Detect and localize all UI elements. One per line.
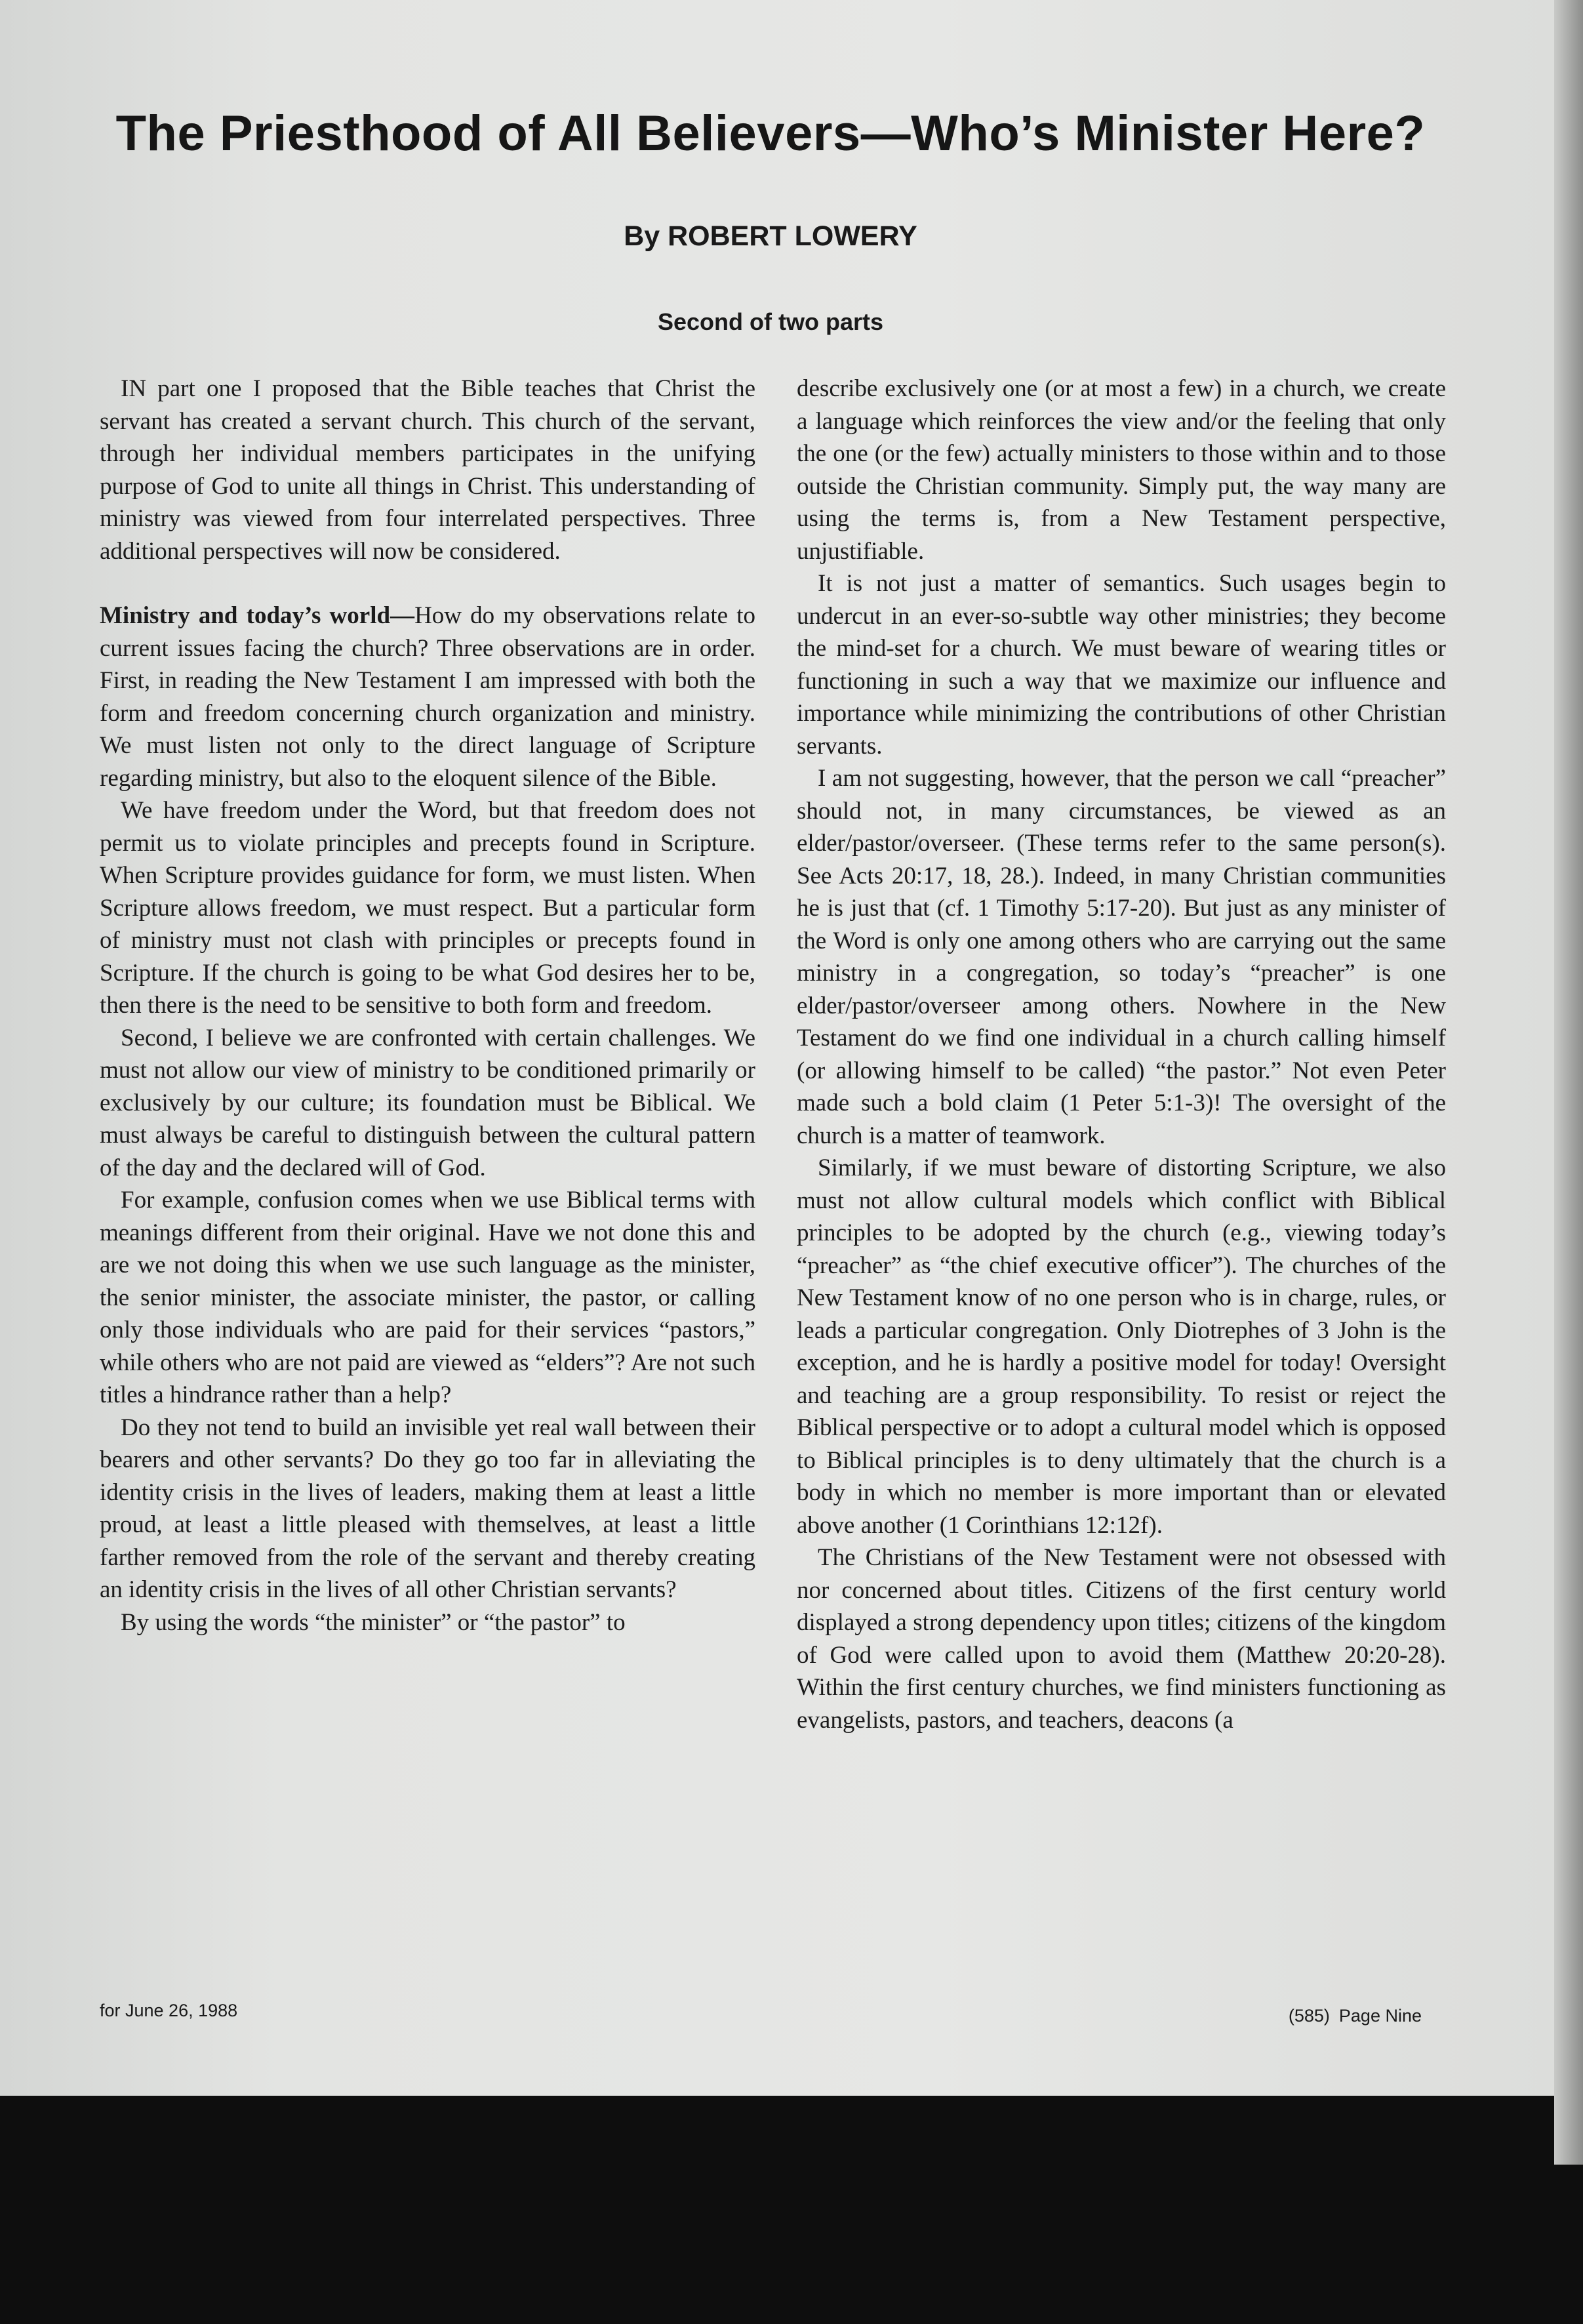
section-heading: Ministry and today’s world— xyxy=(100,602,415,629)
right-column xyxy=(797,373,1446,1736)
paragraph: IN part one I proposed that the Bible teaches that Christ the servant has created a servant church. This church of the servant, through her individual members participates in the unifying purpose of God to unite all things in Christ. This understanding of ministry was viewed from four interrelated perspectives. Three additional perspectives will now be considered. xyxy=(100,375,755,565)
paragraph: The Christians of the New Testament were not obsessed with nor concerned about titles. Citizens of the first century world displayed a strong dependency upon titles; citizens of the kingdom of God were called upon to avoid them (Matthew 20:20-28). Within the first century churches, we find ministers functioning as evangelists, pastors, and teachers, deacons (a xyxy=(797,1544,1446,1734)
paragraph: describe exclusively one (or at most a few) in a church, we create a language which reinforces the view and/or the feeling that only the one (or the few) actually ministers to those within and to those outside the Christian community. Simply put, the way many are using the terms is, from a New Testament perspective, unjustifiable. xyxy=(797,375,1446,565)
article-byline: By ROBERT LOWERY xyxy=(624,220,917,252)
paragraph: Second, I believe we are confronted with certain challenges. We must not allow our view of ministry to be conditioned primarily or exclusively by our culture; its foundation must be Biblical. We must always be careful to distinguish between the cultural pattern of the day and the declared will of God. xyxy=(100,1024,755,1181)
paragraph: It is not just a matter of semantics. Such usages begin to undercut in an ever-so-subtle way other ministries; they become the mind-set for a church. We must beware of wearing titles or functioning in such a way that we maximize our influence and importance while minimizing the contributions of other Christian servants. xyxy=(797,570,1446,760)
paragraph: We have freedom under the Word, but that freedom does not permit us to violate principles and precepts found in Scripture. When Scripture provides guidance for form, we must listen. When Scripture allows freedom, we must respect. But a particular form of ministry must not clash with principles or precepts found in Scripture. If the church is going to be what God desires her to be, then there is the need to be sensitive to both form and freedom. xyxy=(100,797,755,1019)
article-subtitle: Second of two parts xyxy=(657,308,884,335)
issue-page-number: (585) xyxy=(1288,2006,1330,2026)
article-title: The Priesthood of All Believers—Who’s Minister Here? xyxy=(115,106,1426,161)
page-edge xyxy=(1554,0,1583,2165)
paragraph xyxy=(100,600,755,794)
paragraph: Do they not tend to build an invisible yet real wall between their bearers and other servants? Do they go too far in alleviating the identity crisis in the lives of leaders, making them at least a little proud, at least a little pleased with themselves, at least a little farther removed from the role of the servant and thereby creating an identity crisis in the lives of all other Christian servants? xyxy=(100,1414,755,1603)
page-label: Page Nine xyxy=(1338,2006,1422,2026)
left-column xyxy=(100,373,755,1639)
paragraph: For example, confusion comes when we use Biblical terms with meanings different from their original. Have we not done this and are we not doing this when we use such language as the minister, the senior minister, the associate minister, the pastor, or calling only those individuals who are paid for their services “pastors,” while others who are not paid are viewed as “elders”? Are not such titles a hindrance rather than a help? xyxy=(100,1187,755,1408)
paragraph: I am not suggesting, however, that the person we call “preacher” should not, in many circumstances, be viewed as an elder/pastor/overseer. (These terms refer to the same person(s). See Acts 20:17, 18, 28.). Indeed, in many Christian communities he is just that (cf. 1 Timothy 5:17-20). But just as any minister of the Word is only one among others who are carrying out the same ministry in a congregation, so today’s “preacher” is one elder/pastor/overseer among others. Nowhere in the New Testament do we find one individual in a church calling himself (or allowing himself to be called) “the pastor.” Not even Peter made such a bold claim (1 Peter 5:1-3)! The oversight of the church is a matter of teamwork. xyxy=(797,765,1446,1149)
issue-date: for June 26, 1988 xyxy=(100,2001,238,2020)
paragraph: By using the words “the minister” or “the pastor” to xyxy=(121,1608,626,1636)
paragraph: Similarly, if we must beware of distorting Scripture, we also must not allow cultural models which conflict with Biblical principles to be adopted by the church (e.g., viewing today’s “preacher” as “the chief executive officer”). The churches of the New Testament know of no one person who is in charge, rules, or leads a particular congregation. Only Diotrephes of 3 John is the exception, and he is hardly a positive model for today! Oversight and teaching are a group responsibility. To resist or reject the Biblical perspective or to adopt a cultural model which is opposed to Biblical principles is to deny ultimately that the church is a body in which no member is more important than or elevated above another (1 Corinthians 12:12f). xyxy=(797,1154,1446,1539)
page-number xyxy=(1289,2006,1422,2026)
paragraph-text: How do my observations relate to current issues facing the church? Three observations are in order. First, in reading the New Testament I am impressed with both the form and freedom concerning church organization and ministry. We must listen not only to the direct language of Scripture regarding ministry, but also to the eloquent silence of the Bible. xyxy=(100,602,755,792)
